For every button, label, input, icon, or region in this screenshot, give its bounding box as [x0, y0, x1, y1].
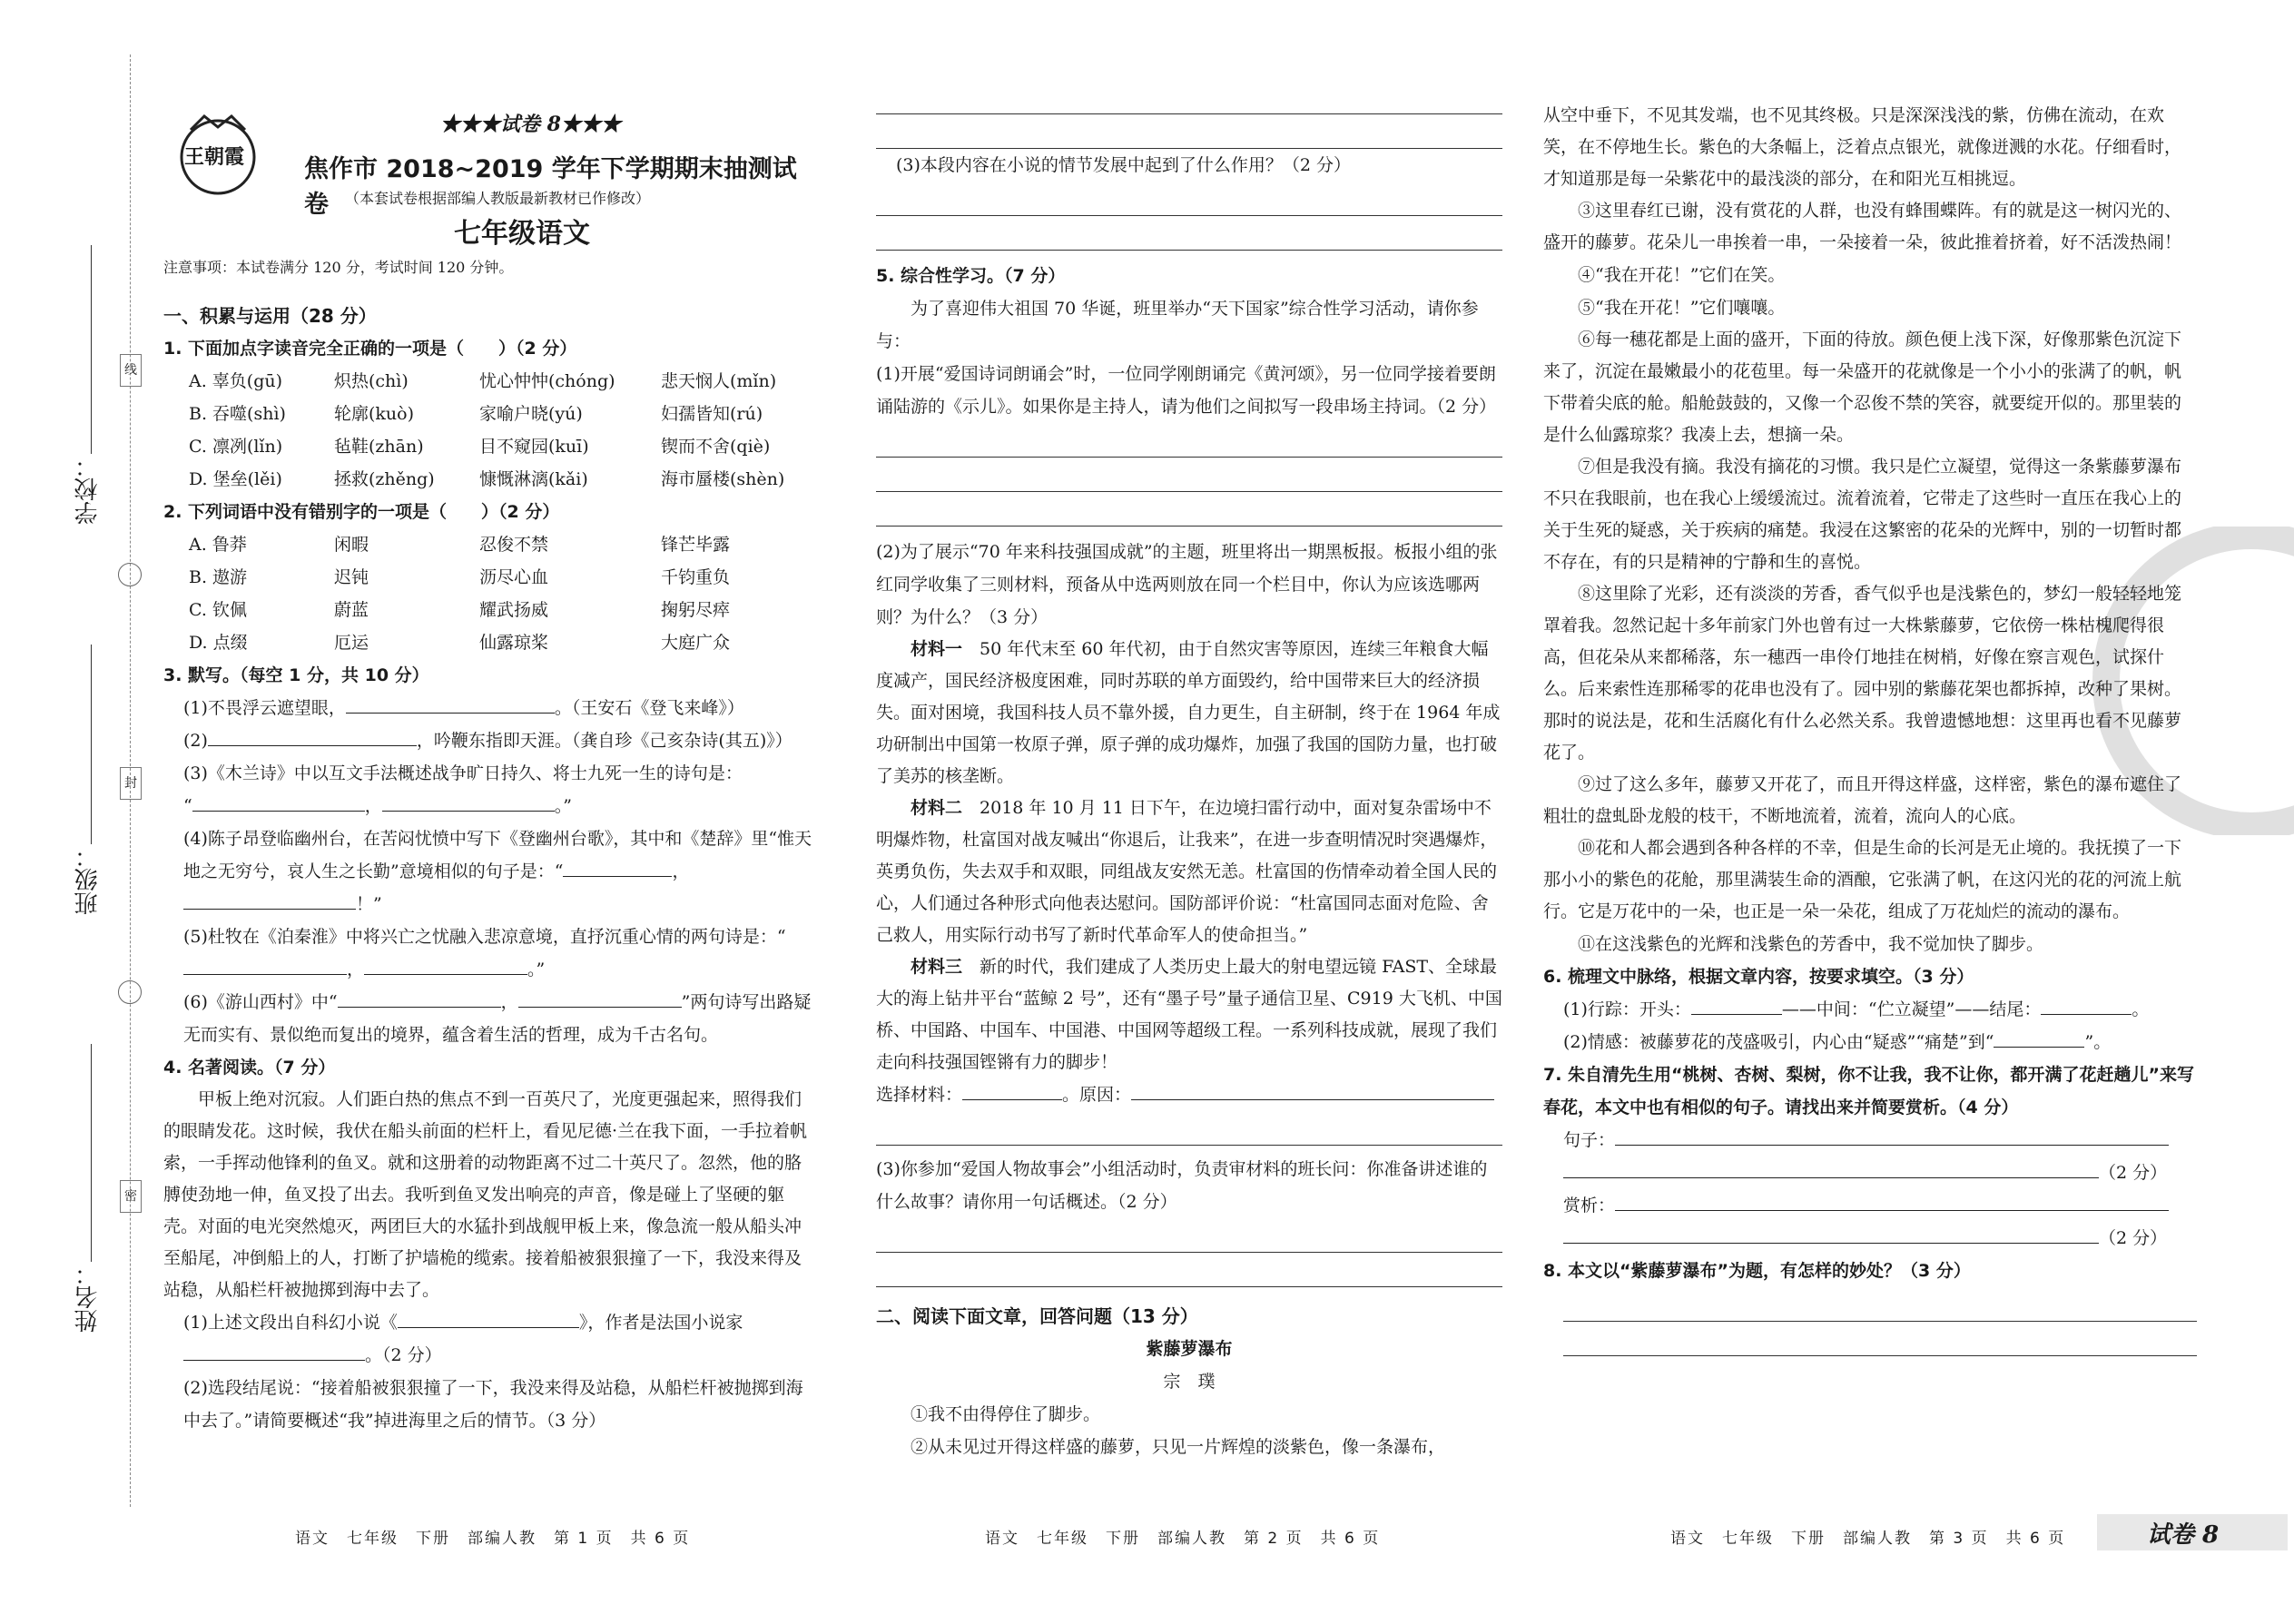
- q4-2: (2)选段结尾说：“接着船被狠狠撞了一下，我没来得及站稳，从船栏杆被抛掷到海中去了。”请简要概述“我”掉进海里之后的情节。（3 分）: [183, 1378, 803, 1431]
- option: 拯救(zhěng): [334, 469, 435, 489]
- q4-1: (1)上述文段出自科幻小说《 》，作者是法国小说家: [183, 1306, 812, 1339]
- question-4: 4. 名著阅读。（7 分）: [163, 1058, 336, 1078]
- notice: 注意事项：本试卷满分 120 分，考试时间 120 分钟。: [163, 259, 514, 276]
- answer-line[interactable]: [876, 1253, 1502, 1287]
- q1-options: [189, 365, 812, 496]
- answer-line[interactable]: [876, 80, 1502, 114]
- answer-line[interactable]: [876, 216, 1502, 251]
- question-8: 8. 本文以“紫藤萝瀑布”为题，有怎样的妙处？（3 分）: [1543, 1261, 1971, 1281]
- q7-analysis-2: （2 分）: [1563, 1222, 2197, 1255]
- subject-title: 七年级语文: [454, 218, 590, 250]
- option[interactable]: A. 辜负(gū): [189, 371, 283, 391]
- answer-line[interactable]: [876, 423, 1502, 458]
- q7-sentence: 句子：: [1563, 1124, 2197, 1156]
- page-2: [849, 0, 1502, 1624]
- page-footer: 语文 七年级 下册 部编人教 第 3 页 共 6 页: [1670, 1530, 2066, 1548]
- section-title: 一、积累与运用（28 分）: [163, 305, 377, 327]
- q3-5: (5)杜牧在《泊秦淮》中将兴亡之忧融入悲凉意境，直抒沉重心情的两句诗是：“， 。”: [183, 927, 786, 979]
- option: 厄运: [334, 633, 369, 653]
- question-1: 1. 下面加点字读音完全正确的一项是（ ）（2 分）: [163, 339, 577, 359]
- q4-1-line2: 。（2 分）: [183, 1339, 812, 1372]
- question-3: 3. 默写。（每空 1 分，共 10 分）: [163, 665, 429, 685]
- option[interactable]: D. 堡垒(lěi): [189, 469, 282, 489]
- option: 忧心忡忡(chóng): [479, 371, 615, 391]
- exam-badge: ★★★试卷 8★★★: [440, 113, 621, 136]
- excerpt-text: 甲板上绝对沉寂。人们距白热的焦点不到一百英尺了，光度更强起来，照得我们的眼睛发花。这时候，我伏在船头前面的栏杆上，看见尼德·兰在我下面，一手拉着帆索，一手挥动他锋利的鱼叉。就和这册着的动物距离不过二十英尺了。忽然，他的胳膊使劲地一伸，鱼叉投了出去。我听到鱼叉发出响亮的声音，像是碰上了坚硬的躯壳。对面的电光突然熄灭，两团巨大的水猛扑到战舰甲板上来，像急流一般从船头冲至船尾，冲倒船上的人，打断了护墙桅的缆索。接着船被狠狠撞了一下，我没来得及站稳，从船栏杆被抛掷到海中去了。: [163, 1089, 808, 1300]
- q3-3-answer: “ ， 。”: [183, 790, 812, 822]
- essay-paragraph: ②从未见过开得这样盛的藤萝，只见一片辉煌的淡紫色，像一条瀑布，: [911, 1437, 1446, 1457]
- answer-line[interactable]: [876, 182, 1502, 216]
- option[interactable]: D. 点缀: [189, 633, 248, 653]
- answer-blank[interactable]: [208, 725, 417, 746]
- answer-line[interactable]: [1563, 1322, 2197, 1356]
- q6-2: (2)情感：被藤萝花的茂盛吸引，内心由“疑惑”“痛楚”到“ ”。: [1563, 1026, 2197, 1058]
- q3-3: (3)《木兰诗》中以互文手法概述战争旷日持久、将士九死一生的诗句是：: [183, 763, 743, 783]
- answer-blank[interactable]: [1994, 1027, 2084, 1048]
- section-title: 二、阅读下面文章，回答问题（13 分）: [876, 1305, 1198, 1327]
- question-6: 6. 梳理文中脉络，根据文章内容，按要求填空。（3 分）: [1543, 967, 1974, 987]
- q5-intro: 为了喜迎伟大祖国 70 华诞，班里举办“天下国家”综合性学习活动，请你参与：: [876, 299, 1479, 351]
- exam-badge-footer: 试卷 8: [2097, 1514, 2288, 1550]
- answer-line[interactable]: [876, 1111, 1502, 1146]
- q5-1: (1)开展“爱国诗词朗诵会”时，一位同学刚朗诵完《黄河颂》，另一位同学接着要朗诵陆游的《示儿》。如果你是主持人，请为他们之间拟写一段串场主持词。（2 分）: [876, 364, 1497, 417]
- answer-blank[interactable]: [518, 987, 682, 1008]
- option: 忍俊不禁: [479, 535, 549, 555]
- q3-1: (1)不畏浮云遮望眼， 。（王安石《登飞来峰》）: [183, 692, 812, 724]
- exam-subtitle: （本套试卷根据部编人教版最新教材已作修改）: [345, 190, 651, 207]
- option: 目不窥园(kuī): [479, 437, 589, 457]
- answer-line[interactable]: [876, 492, 1502, 527]
- answer-blank[interactable]: [346, 693, 555, 714]
- school-label: 学校：: [74, 454, 102, 525]
- answer-blank[interactable]: [1615, 1125, 2169, 1146]
- option[interactable]: B. 吞噬(shì): [189, 404, 286, 424]
- q7-sentence-2: （2 分）: [1563, 1156, 2197, 1189]
- essay-paragraph: ⑦但是我没有摘。我没有摘花的习惯。我只是伫立凝望，觉得这一条紫藤萝瀑布不只在我眼前，也在我心上缓缓流过。流着流着，它带走了这些时一直压在我心上的关于生死的疑惑，关于疾病的痛楚。我浸在这繁密的花朵的光辉中，别的一切暂时都不存在，有的只是精神的宁静和生的喜悦。: [1543, 457, 2182, 572]
- material-1: 材料一 50 年代末至 60 年代初，由于自然灾害等原因，连续三年粮食大幅度减产，国民经济极度困难，同时苏联的单方面毁约，给中国带来巨大的经济损失。面对困境，我国科技人员不靠外援，自力更生，自主研制，终于在 1964 年成功研制出中国第一枚原子弹，原子弹的成功爆炸，加强了我国的国防力量，也打破了美苏的核垄断。: [876, 639, 1501, 786]
- answer-blank[interactable]: [398, 1307, 579, 1328]
- answer-blank[interactable]: [2041, 994, 2132, 1015]
- school-line: [91, 245, 92, 454]
- option[interactable]: B. 遨游: [189, 567, 248, 587]
- q5-3: (3)你参加“爱国人物故事会”小组活动时，负责审材料的班长问：你准备讲述谁的什么故事？请你用一句话概述。（2 分）: [876, 1159, 1488, 1212]
- material-2: 材料二 2018 年 10 月 11 日下午，在边境扫雷行动中，面对复杂雷场中不明爆炸物，杜富国对战友喊出“你退后，让我来”，在进一步查明情况时突遇爆炸，英勇负伤，失去双手和双眼，同组战友安然无恙。杜富国的伤情牵动着全国人民的心，人们通过各种形式向他表达慰问。国防部评价说：“杜富国同志面对危险、舍己救人，用实际行动书写了新时代革命军人的使命担当。”: [876, 798, 1498, 945]
- essay-title: 紫藤萝瀑布: [1146, 1339, 1233, 1359]
- q3-6: (6)《游山西村》中“ ， ”两句诗写出路疑无而实有、景似绝而复出的境界，蕴含着生活的哲理，成为千古名句。: [183, 986, 812, 1051]
- q4-3: (3)本段内容在小说的情节发展中起到了什么作用？（2 分）: [896, 155, 1352, 175]
- answer-blank[interactable]: [192, 791, 365, 812]
- answer-blank[interactable]: [183, 1340, 365, 1361]
- option: 锲而不舍(qiè): [661, 437, 771, 457]
- essay-paragraph: 从空中垂下，不见其发端，也不见其终极。只是深深浅浅的紫，仿佛在流动，在欢笑，在不停地生长。紫色的大条幅上，泛着点点银光，就像迸溅的水花。仔细看时，才知道那是每一朵紫花中的最浅淡的部分，在和阳光互相挑逗。: [1543, 105, 2182, 189]
- page-3-content: [1543, 100, 2197, 1356]
- essay-paragraph: ⑨过了这么多年，藤萝又开花了，而且开得这样盛，这样密，紫色的瀑布遮住了粗壮的盘虬卧龙般的枝干，不断地流着，流着，流向人的心底。: [1543, 774, 2182, 826]
- page-3: [1543, 0, 2288, 1624]
- answer-blank[interactable]: [382, 791, 555, 812]
- q5-2: (2)为了展示“70 年来科技强国成就”的主题，班里将出一期黑板报。板报小组的张红同学收集了三则材料，预备从中选两则放在同一个栏目中，你认为应该选哪两则？为什么？（3 分）: [876, 542, 1498, 627]
- class-label: 班级：: [74, 844, 102, 915]
- answer-blank[interactable]: [1563, 1157, 2099, 1178]
- page-footer: 语文 七年级 下册 部编人教 第 2 页 共 6 页: [985, 1530, 1381, 1548]
- class-line: [91, 645, 92, 844]
- answer-blank[interactable]: [962, 1079, 1062, 1100]
- answer-blank[interactable]: [563, 856, 672, 877]
- binding-hole-icon: [118, 563, 142, 586]
- essay-paragraph: ④“我在开花！”它们在笑。: [1578, 265, 1786, 285]
- option: 沥尽心血: [479, 567, 549, 587]
- answer-blank[interactable]: [183, 889, 356, 910]
- logo-text: 王朝霞: [184, 145, 245, 169]
- page-1: [159, 0, 812, 1624]
- essay-paragraph: ⑤“我在开花！”它们嚷嚷。: [1578, 298, 1786, 318]
- seal-mark-2: 封: [120, 767, 142, 800]
- option: 蔚蓝: [334, 600, 369, 620]
- answer-blank[interactable]: [338, 987, 501, 1008]
- option: 迟钝: [334, 567, 369, 587]
- answer-blank[interactable]: [1615, 1190, 2169, 1211]
- option[interactable]: C. 钦佩: [189, 600, 247, 620]
- name-label: 姓名：: [74, 1262, 102, 1333]
- option: 闲暇: [334, 535, 369, 555]
- question-2: 2. 下列词语中没有错别字的一项是（ ）（2 分）: [163, 502, 560, 522]
- essay-paragraph: ⑪在这浅紫色的光辉和浅紫色的芳香中，我不觉加快了脚步。: [1578, 934, 2044, 954]
- binding-hole-icon: [118, 980, 142, 1004]
- answer-blank[interactable]: [1131, 1079, 1494, 1100]
- answer-blank[interactable]: [364, 954, 527, 975]
- essay-author: 宗 璞: [1163, 1372, 1216, 1392]
- answer-blank[interactable]: [1691, 994, 1782, 1015]
- option: 仙露琼桨: [479, 633, 549, 653]
- exam-title: 焦作市 2018~2019 学年下学期期末抽测试卷: [304, 155, 797, 219]
- answer-line[interactable]: [876, 458, 1502, 492]
- option: 悲天悯人(mǐn): [661, 371, 777, 391]
- answer-line[interactable]: [876, 114, 1502, 149]
- page-footer: 语文 七年级 下册 部编人教 第 1 页 共 6 页: [295, 1530, 691, 1548]
- essay-paragraph: ⑥每一穗花都是上面的盛开，下面的待放。颜色便上浅下深，好像那紫色沉淀下来了，沉淀在最嫩最小的花苞里。每一朵盛开的花就像是一个小小的张满了的帆，帆下带着尖底的舱。船舱鼓鼓的，又像一个忍俊不禁的笑容，就要绽开似的。那里装的是什么仙露琼浆？我凑上去，想摘一朵。: [1543, 330, 2182, 445]
- option: 掬躬尽瘁: [661, 600, 731, 620]
- option: 锋芒毕露: [661, 535, 731, 555]
- q7-analysis: 赏析：: [1563, 1189, 2197, 1222]
- seal-mark-1: 线: [120, 354, 142, 387]
- seal-mark-3: 密: [120, 1180, 142, 1213]
- material-3: 材料三 新的时代，我们建成了人类历史上最大的射电望远镜 FAST、全球最大的海上钻井平台“蓝鲸 2 号”，还有“墨子号”量子通信卫星、C919 大飞机、中国桥、中国路、中国车、中国港、中国网等超级工程。一系列科技成就，展现了我们走向科技强国铿锵有力的脚步！: [876, 957, 1502, 1072]
- answer-blank[interactable]: [183, 954, 347, 975]
- q2-options: [189, 528, 812, 659]
- page-2-content: [876, 80, 1502, 1463]
- option: 炽热(chì): [334, 371, 409, 391]
- q3-2: (2) ，吟鞭东指即天涯。（龚自珍《己亥杂诗(其五)》）: [183, 724, 812, 757]
- option: 毡鞋(zhān): [334, 437, 424, 457]
- essay-paragraph: ⑩花和人都会遇到各种各样的不幸，但是生命的长河是无止境的。我抚摸了一下那小小的紫色的花舱，那里满装生命的酒酿，它张满了帆，在这闪光的花的河流上航行。它是万花中的一朵，也正是一朵一朵花，组成了万花灿烂的流动的瀑布。: [1543, 838, 2182, 921]
- logo: [168, 107, 268, 198]
- option: 大庭广众: [661, 633, 731, 653]
- q6-1: (1)行踪：开头： ——中间：“伫立凝望”——结尾： 。: [1563, 993, 2197, 1026]
- essay-paragraph: ⑧这里除了光彩，还有淡淡的芳香，香气似乎也是浅紫色的，梦幻一般轻轻地笼罩着我。忽然记起十多年前家门外也曾有过一大株紫藤萝，它依傍一株枯槐爬得很高，但花朵从来都稀落，东一穗西一串伶仃地挂在树梢，好像在察言观色，试探什么。后来索性连那稀零的花串也没有了。园中别的紫藤花架也都拆掉，改种了果树。那时的说法是，花和生活腐化有什么必然关系。我曾遗憾地想：这里再也看不见藤萝花了。: [1543, 584, 2182, 763]
- option: 妇孺皆知(rú): [661, 404, 763, 424]
- name-line: [91, 1044, 92, 1262]
- essay-paragraph: ①我不由得停住了脚步。: [911, 1404, 1101, 1424]
- option: 轮廓(kuò): [334, 404, 415, 424]
- question-7: 7. 朱自清先生用“桃树、杏树、梨树，你不让我，我不让你，都开满了花赶趟儿”来写春花，本文中也有相似的句子。请找出来并简要赏析。（4 分）: [1543, 1065, 2195, 1117]
- option[interactable]: A. 鲁莽: [189, 535, 247, 555]
- question-5: 5. 综合性学习。（7 分）: [876, 266, 1066, 286]
- option: 慷慨淋漓(kǎi): [479, 469, 588, 489]
- q3-4: (4)陈子昂登临幽州台，在苦闷忧愤中写下《登幽州台歌》，其中和《楚辞》里“惟天地之无穷兮，哀人生之长勤”意境相似的句子是：“ ，！”: [183, 829, 812, 914]
- option[interactable]: C. 凛冽(lǐn): [189, 437, 283, 457]
- answer-line[interactable]: [876, 1218, 1502, 1253]
- option: 家喻户晓(yú): [479, 404, 583, 424]
- option: 海市蜃楼(shèn): [661, 469, 785, 489]
- q5-2-answer: 选择材料： 。原因：: [876, 1078, 1502, 1111]
- answer-line[interactable]: [1563, 1287, 2197, 1322]
- essay-paragraph: ③这里春红已谢，没有赏花的人群，也没有蜂围蝶阵。有的就是这一树闪光的、盛开的藤萝。花朵儿一串挨着一串，一朵接着一朵，彼此推着挤着，好不活泼热闹！: [1543, 201, 2182, 252]
- answer-blank[interactable]: [1563, 1223, 2099, 1244]
- page-1-content: [163, 300, 812, 1437]
- option: 耀武扬威: [479, 600, 549, 620]
- option: 千钧重负: [661, 567, 731, 587]
